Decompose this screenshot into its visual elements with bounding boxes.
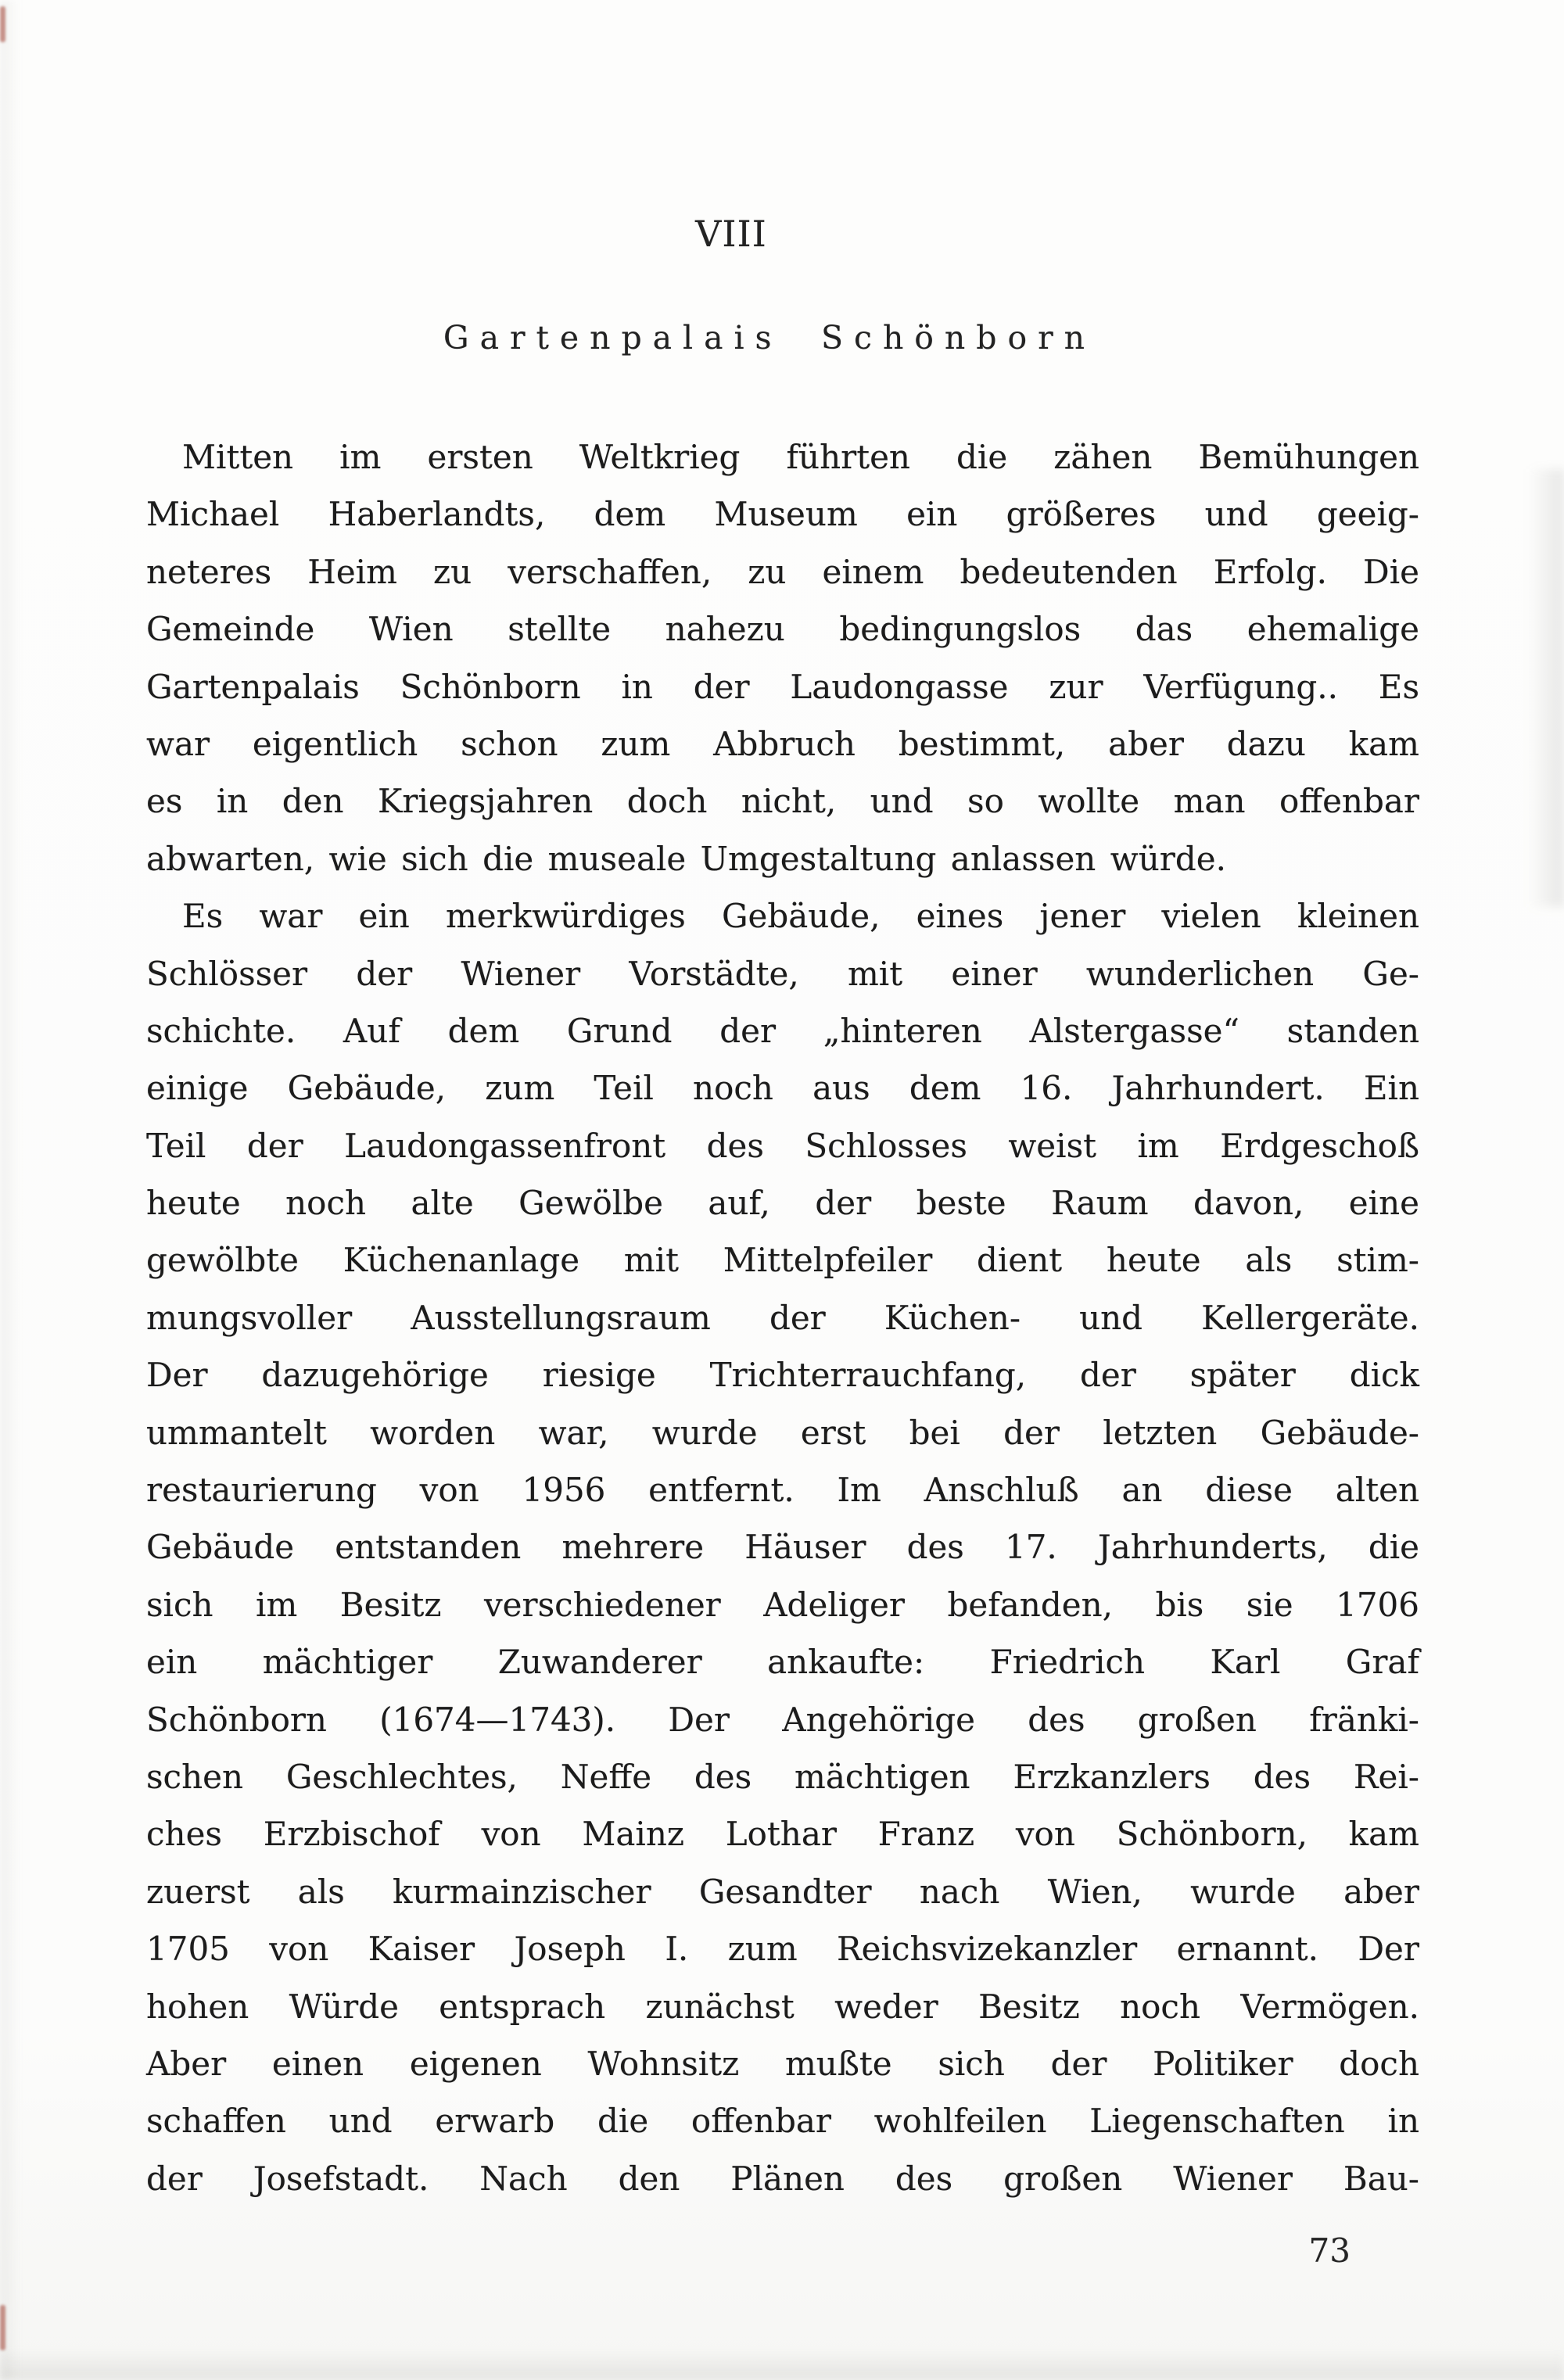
- paragraph: [146, 887, 1419, 2207]
- text-line: Mitten im ersten Weltkrieg führten die zähen Bemühungen: [182, 438, 1419, 476]
- text-line: Aber einen eigenen Wohnsitz mußte sich der Politiker doch: [146, 2044, 1419, 2083]
- text-line: heute noch alte Gewölbe auf, der beste Raum davon, eine: [146, 1184, 1419, 1223]
- text-line: es in den Kriegsjahren doch nicht, und so wollte man offenbar: [146, 782, 1419, 821]
- scan-artifact: [0, 2305, 5, 2350]
- text-line: abwarten, wie sich die museale Umgestaltung anlassen würde.: [146, 839, 1226, 878]
- text-line: restaurierung von 1956 entfernt. Im Anschluß an diese alten: [146, 1471, 1419, 1510]
- scan-shade-right: [1528, 469, 1564, 907]
- text-line: gewölbte Küchenanlage mit Mittelpfeiler dient heute als stim-: [146, 1241, 1419, 1280]
- text-line: Es war ein merkwürdiges Gebäude, eines jener vielen kleinen: [182, 897, 1419, 936]
- text-line: mungsvoller Ausstellungsraum der Küchen- und Kellergeräte.: [146, 1298, 1419, 1337]
- scan-artifact: [0, 6, 5, 42]
- text-line: schichte. Auf dem Grund der „hinteren Alstergasse“ standen: [146, 1011, 1419, 1050]
- text-line: neteres Heim zu verschaffen, zu einem bedeutenden Erfolg. Die: [146, 552, 1419, 591]
- text-line: Gebäude entstanden mehrere Häuser des 17. Jahrhunderts, die: [146, 1528, 1419, 1567]
- text-line: zuerst als kurmainzischer Gesandter nach Wien, wurde aber: [146, 1872, 1419, 1911]
- text-line: sich im Besitz verschiedener Adeliger befanden, bis sie 1706: [146, 1585, 1419, 1624]
- scan-shade-left: [0, 0, 20, 2380]
- chapter-number-heading: VIII: [695, 213, 767, 255]
- paragraph: [146, 428, 1419, 887]
- text-line: ummantelt worden war, wurde erst bei der letzten Gebäude-: [146, 1413, 1419, 1452]
- text-line: schaffen und erwarb die offenbar wohlfeilen Liegenschaften in: [146, 2102, 1419, 2141]
- text-line: Gemeinde Wien stellte nahezu bedingungslos das ehemalige: [146, 610, 1419, 649]
- text-line: schen Geschlechtes, Neffe des mächtigen Erzkanzlers des Rei-: [146, 1757, 1419, 1796]
- scan-shade-bottom: [0, 2349, 1564, 2380]
- body-text: [146, 428, 1419, 2207]
- text-line: hohen Würde entsprach zunächst weder Besitz noch Vermögen.: [146, 1987, 1419, 2026]
- text-line: 1705 von Kaiser Joseph I. zum Reichsvizekanzler ernannt. Der: [146, 1930, 1419, 1969]
- text-line: Schlösser der Wiener Vorstädte, mit einer wunderlichen Ge-: [146, 954, 1419, 993]
- text-line: ein mächtiger Zuwanderer ankaufte: Friedrich Karl Graf: [146, 1643, 1419, 1682]
- text-line: ches Erzbischof von Mainz Lothar Franz von Schönborn, kam: [146, 1815, 1419, 1854]
- chapter-title: Gartenpalais Schönborn: [443, 319, 1096, 357]
- text-line: einige Gebäude, zum Teil noch aus dem 16. Jahrhundert. Ein: [146, 1069, 1419, 1108]
- text-line: Michael Haberlandts, dem Museum ein größeres und geeig-: [146, 495, 1419, 534]
- text-line: Gartenpalais Schönborn in der Laudongasse zur Verfügung.. Es: [146, 667, 1419, 706]
- page-number: 73: [1308, 2231, 1351, 2270]
- text-line: der Josefstadt. Nach den Plänen des großen Wiener Bau-: [146, 2159, 1419, 2198]
- text-line: war eigentlich schon zum Abbruch bestimmt, aber dazu kam: [146, 724, 1419, 763]
- text-line: Schönborn (1674—1743). Der Angehörige des großen fränki-: [146, 1700, 1419, 1739]
- text-line: Der dazugehörige riesige Trichterrauchfang, der später dick: [146, 1356, 1419, 1395]
- text-line: Teil der Laudongassenfront des Schlosses weist im Erdgeschoß: [146, 1126, 1419, 1165]
